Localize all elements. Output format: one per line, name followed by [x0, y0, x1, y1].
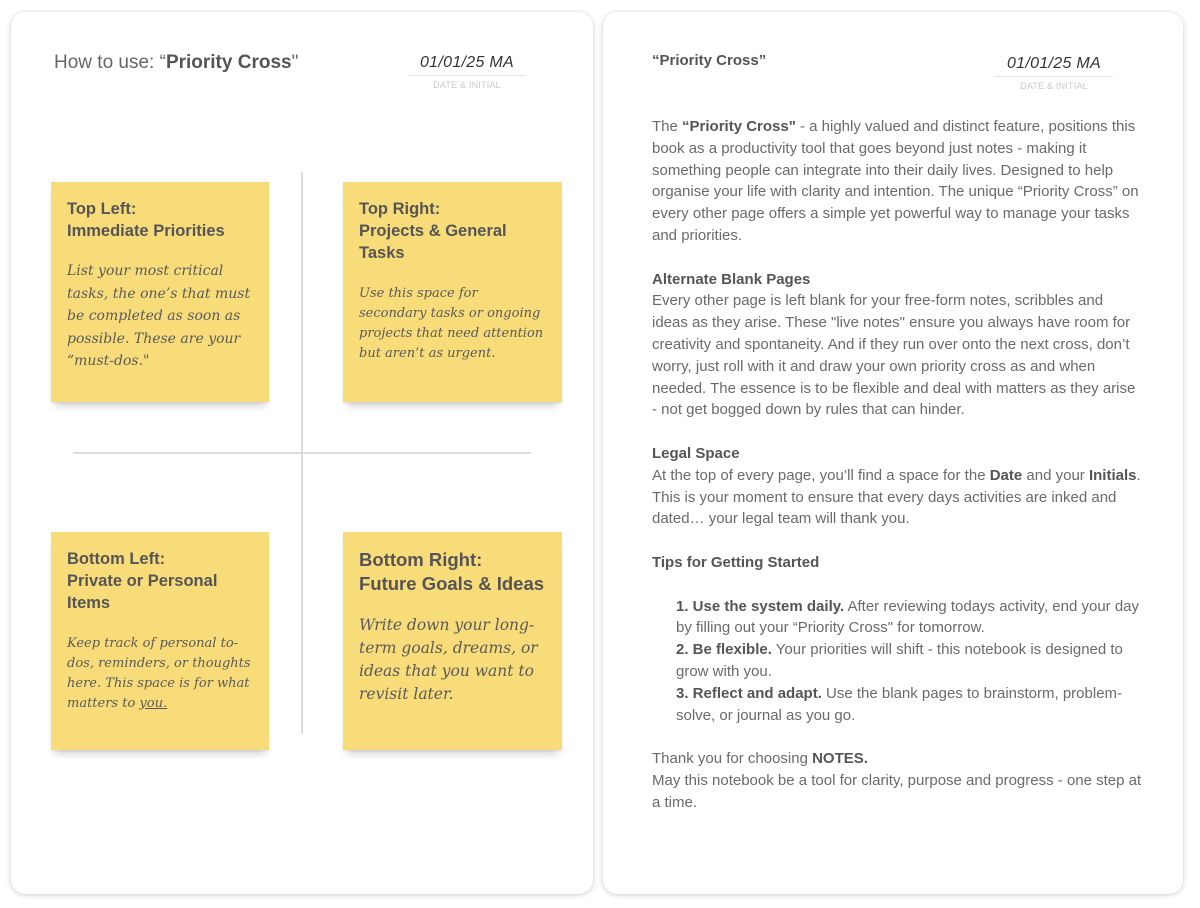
date-value[interactable]: 01/01/25 MA: [408, 54, 526, 76]
note-body: [67, 634, 253, 714]
note-heading: [359, 548, 546, 596]
page-heading: “Priority Cross”: [652, 52, 767, 69]
tip-bold: 1. Use the system daily.: [676, 597, 845, 615]
note-heading-line2: Future Goals & Ideas: [359, 573, 545, 594]
section-body: Every other page is left blank for your free-form notes, scribbles and ideas as they arise. These "live notes" ensure you always have room for creativity and spontaneity. And if they run over onto the next cross, don’t worry, just roll with it and draw your own priority cross as and when needed. The essence is to be flexible and deal with matters as they arise - not get bogged down by rules that can hinder.: [652, 292, 1136, 419]
sticky-note-top-left: [51, 182, 269, 402]
note-body: Use this space for secondary tasks or ongoing projects that need attention but aren’t as urgent.: [359, 286, 544, 361]
note-heading-line1: Bottom Left:: [67, 550, 166, 568]
title-bold: Priority Cross: [165, 52, 292, 73]
alternate-section: [652, 269, 1142, 422]
note-heading-line1: Top Right:: [359, 200, 441, 218]
section-title: Alternate Blank Pages: [652, 270, 811, 288]
legal-bold-date: Date: [989, 466, 1023, 484]
section-title: Legal Space: [652, 444, 740, 462]
closing-section: [652, 748, 1142, 813]
tip-bold: 3. Reflect and adapt.: [676, 684, 822, 702]
note-heading-line1: Bottom Right:: [359, 549, 483, 570]
right-page: [603, 12, 1183, 894]
tip-text: Your priorities will shift - this notebook is designed to grow with you.: [676, 641, 1123, 680]
date-label: DATE & INITIAL: [1020, 81, 1088, 91]
note-body-text: Keep track of personal to-dos, reminders, or thoughts here. This space is for what matters to: [67, 636, 251, 711]
page-title: [54, 52, 298, 74]
legal-section: [652, 443, 1142, 530]
legal-pre: At the top of every page, you’ll find a space for the: [652, 466, 990, 484]
note-heading: [359, 198, 546, 264]
sticky-note-bottom-right: [343, 532, 562, 750]
tip-item: [676, 639, 1142, 683]
intro-post: - a highly valued and distinct feature, positions this book as a productivity tool that goes beyond just notes - making it something people can integrate into their daily lives. Designed to help organise your life with clarity and intention. The unique “Priority Cross” on every other page offers a simple yet powerful way to manage your tasks and priorities.: [652, 118, 1139, 244]
note-heading: [67, 198, 253, 242]
note-body: List your most critical tasks, the one’s that must be completed as soon as possible. These are your “must-dos.": [67, 263, 251, 369]
tip-item: [676, 596, 1142, 640]
legal-post: . This is your moment to ensure that every days activities are inked and dated… your legal team will thank you.: [652, 466, 1141, 528]
intro-paragraph: [652, 116, 1142, 247]
legal-bold-initials: Initials: [1088, 466, 1137, 484]
sticky-note-bottom-left: [51, 532, 269, 750]
note-heading-line2: Projects & General Tasks: [359, 222, 507, 262]
date-initial-field[interactable]: [408, 54, 526, 90]
tip-text: After reviewing todays activity, end your day by filling out your “Priority Cross" for tomorrow.: [676, 597, 1140, 637]
note-heading-line2: Private or Personal Items: [67, 572, 218, 612]
legal-mid: and your: [1022, 466, 1089, 484]
section-title: Tips for Getting Started: [652, 553, 820, 571]
tips-section: [652, 552, 1142, 574]
date-value[interactable]: 01/01/25 MA: [995, 55, 1113, 77]
date-label: DATE & INITIAL: [433, 80, 501, 90]
tips-list: [652, 596, 1142, 727]
title-suffix: ": [291, 52, 299, 73]
sticky-note-top-right: [343, 182, 562, 402]
tip-item: [676, 683, 1142, 727]
note-heading-line2: Immediate Priorities: [67, 222, 225, 240]
priority-cross-horizontal-line: [73, 452, 531, 454]
closing-bold: NOTES.: [812, 750, 868, 768]
date-initial-field[interactable]: [995, 55, 1113, 91]
note-body: Write down your long-term goals, dreams, or ideas that you want to revisit later.: [359, 616, 538, 703]
instructions-body: [652, 116, 1142, 835]
tip-bold: 2. Be flexible.: [676, 641, 772, 659]
note-heading-line1: Top Left:: [67, 200, 137, 218]
title-prefix: How to use: “: [54, 52, 166, 73]
tip-text: Use the blank pages to brainstorm, problem-solve, or journal as you go.: [676, 684, 1123, 724]
note-body-underlined: you.: [139, 696, 168, 711]
left-page: [11, 12, 593, 894]
intro-bold: “Priority Cross": [682, 118, 796, 135]
closing-line2: May this notebook be a tool for clarity, purpose and progress - one step at a time.: [652, 771, 1142, 811]
note-heading: [67, 548, 253, 614]
intro-pre: The: [652, 118, 683, 135]
closing-pre: Thank you for choosing: [652, 750, 813, 768]
